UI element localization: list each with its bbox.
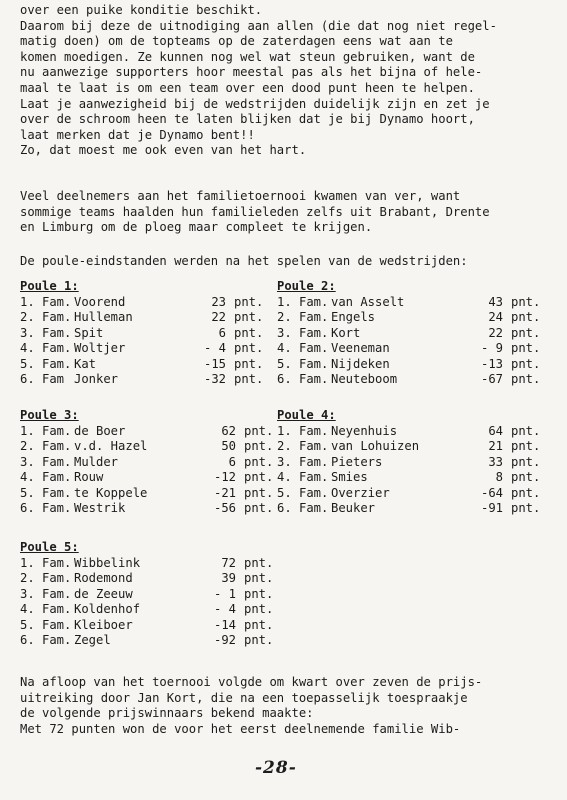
rank: 6.: [20, 501, 35, 515]
fam-label: Fam.: [42, 454, 72, 469]
fam-label: Fam.: [299, 501, 329, 515]
text-line: over de schroom heen te laten blijken dat je bij Dynamo hoort,: [20, 112, 475, 127]
family-name: Woltjer: [74, 341, 126, 355]
rank: 2.: [20, 439, 35, 453]
family-name: Koldenhof: [74, 602, 141, 616]
family-name: Kat: [74, 356, 97, 371]
poule-4-standings: [277, 408, 540, 517]
rank: 4.: [20, 341, 35, 355]
rank: 6.: [20, 372, 35, 386]
points: -15: [203, 356, 226, 371]
family-name: Overzier: [331, 485, 390, 500]
family-name: v.d. Hazel: [74, 439, 148, 453]
family-name: Neyenhuis: [331, 423, 398, 438]
table-row: [20, 470, 273, 486]
points: 22: [211, 310, 226, 324]
points-unit: pnt.: [234, 325, 264, 340]
standings-table: [277, 295, 540, 388]
points-unit: pnt.: [244, 633, 274, 647]
text-line: over een puike konditie beschikt.: [20, 3, 263, 17]
points-unit: pnt.: [244, 586, 274, 601]
rank: 1.: [20, 423, 35, 438]
points-unit: pnt.: [511, 294, 541, 309]
points: -12: [213, 470, 236, 484]
table-row: [20, 357, 263, 373]
rank: 1.: [277, 423, 292, 438]
points-unit: pnt.: [511, 423, 541, 438]
points-unit: pnt.: [511, 501, 541, 515]
fam-label: Fam: [42, 372, 65, 386]
table-row: [20, 424, 273, 440]
tournament-paragraph: [20, 189, 555, 236]
poule-title: Poule 2:: [277, 279, 336, 293]
points-unit: pnt.: [244, 470, 274, 484]
points-unit: pnt.: [511, 310, 541, 324]
fam-label: Fam.: [299, 423, 329, 438]
table-row: [20, 571, 273, 587]
points-unit: pnt.: [234, 294, 264, 309]
table-row: [20, 486, 273, 502]
table-row: [277, 310, 540, 326]
rank: 1.: [20, 555, 35, 570]
family-name: Westrik: [74, 501, 126, 515]
points-unit: pnt.: [244, 571, 274, 585]
rank: 3.: [277, 325, 292, 340]
table-row: [277, 439, 540, 455]
rank: 6.: [277, 501, 292, 515]
text-line: matig doen) om de topteams op de zaterdagen eens wat aan te: [20, 34, 453, 49]
points: - 4: [203, 341, 226, 355]
points: 6: [218, 325, 226, 340]
rank: 6.: [277, 372, 292, 386]
table-row: [20, 341, 263, 357]
family-name: Jonker: [74, 372, 119, 386]
points: -21: [213, 485, 236, 500]
fam-label: Fam.: [42, 586, 72, 601]
points: - 1: [213, 586, 236, 601]
prize-ceremony-paragraph: [20, 675, 555, 737]
family-name: van Lohuizen: [331, 439, 420, 453]
points-unit: pnt.: [511, 439, 541, 453]
fam-label: Fam.: [42, 617, 72, 632]
family-name: Beuker: [331, 501, 376, 515]
table-row: [277, 326, 540, 342]
fam-label: Fam.: [299, 356, 329, 371]
standings-table: [20, 295, 263, 388]
poule-3-standings: [20, 408, 273, 517]
text-line: laat merken dat je Dynamo bent!!: [20, 127, 255, 142]
points-unit: pnt.: [244, 439, 274, 453]
text-line: en Limburg om de ploeg maar compleet te krijgen.: [20, 220, 373, 235]
family-name: Kleiboer: [74, 617, 133, 632]
points-unit: pnt.: [511, 341, 541, 355]
rank: 3.: [20, 454, 35, 469]
family-name: de Boer: [74, 423, 126, 438]
fam-label: Fam.: [299, 310, 329, 324]
points: -64: [480, 485, 503, 500]
rank: 5.: [20, 617, 35, 632]
family-name: Wibbelink: [74, 555, 141, 570]
fam-label: Fam.: [42, 356, 72, 371]
text-line: Na afloop van het toernooi volgde om kwart over zeven de prijs-: [20, 675, 483, 689]
fam-label: Fam.: [42, 294, 72, 309]
points: 8: [495, 470, 503, 484]
table-row: [277, 486, 540, 502]
standings-table: [277, 424, 540, 517]
fam-label: Fam.: [42, 633, 72, 647]
points: -32: [203, 372, 226, 386]
points: -13: [480, 356, 503, 371]
family-name: Neuteboom: [331, 372, 398, 386]
points: 62: [221, 423, 236, 438]
rank: 5.: [277, 485, 292, 500]
points-unit: pnt.: [511, 470, 541, 484]
points-unit: pnt.: [511, 454, 541, 469]
table-row: [20, 326, 263, 342]
fam-label: Fam.: [299, 341, 329, 355]
poule-title: Poule 4:: [277, 408, 336, 422]
points-unit: pnt.: [244, 602, 274, 616]
rank: 3.: [20, 325, 35, 340]
text-line: sommige teams haalden hun familieleden zelfs uit Brabant, Drente: [20, 204, 490, 219]
standings-table: [20, 424, 273, 517]
table-row: [20, 439, 273, 455]
points: 50: [221, 439, 236, 453]
rank: 4.: [277, 341, 292, 355]
points: - 9: [480, 341, 503, 355]
points: -91: [480, 501, 503, 515]
points: 6: [228, 454, 236, 469]
page-number: -28-: [255, 758, 297, 778]
rank: 1.: [20, 294, 35, 309]
poule-title: Poule 1:: [20, 279, 79, 293]
rank: 2.: [20, 571, 35, 585]
points: -92: [213, 633, 236, 647]
poule-2-standings: [277, 279, 540, 388]
fam-label: Fam.: [299, 325, 329, 340]
fam-label: Fam.: [42, 341, 72, 355]
poule-title: Poule 5:: [20, 540, 79, 554]
points-unit: pnt.: [244, 617, 274, 632]
points: 23: [211, 294, 226, 309]
points-unit: pnt.: [511, 485, 541, 500]
poule-title: Poule 3:: [20, 408, 79, 422]
table-row: [20, 455, 273, 471]
points: - 4: [213, 602, 236, 616]
table-row: [20, 556, 273, 572]
family-name: Mulder: [74, 454, 119, 469]
table-row: [277, 424, 540, 440]
rank: 4.: [20, 602, 35, 616]
points-unit: pnt.: [234, 372, 264, 386]
rank: 1.: [277, 294, 292, 309]
poule-5-standings: [20, 540, 273, 649]
standings-intro: [20, 254, 555, 270]
points-unit: pnt.: [511, 325, 541, 340]
family-name: Zegel: [74, 633, 111, 647]
points: 64: [488, 423, 503, 438]
points-unit: pnt.: [244, 423, 274, 438]
points-unit: pnt.: [244, 485, 274, 500]
text-line: de volgende prijswinnaars bekend maakte:: [20, 706, 314, 721]
text-line: uitreiking door Jan Kort, die na een toepasselijk toespraakje: [20, 690, 468, 705]
points: 33: [488, 454, 503, 469]
fam-label: Fam.: [42, 325, 72, 340]
points-unit: pnt.: [234, 356, 264, 371]
table-row: [20, 501, 273, 517]
points: 22: [488, 325, 503, 340]
standings-table: [20, 556, 273, 649]
family-name: Nijdeken: [331, 356, 390, 371]
points-unit: pnt.: [244, 555, 274, 570]
table-row: [20, 633, 273, 649]
rank: 5.: [277, 356, 292, 371]
points-unit: pnt.: [234, 341, 264, 355]
points: -67: [480, 372, 503, 386]
table-row: [277, 357, 540, 373]
family-name: Spit: [74, 325, 104, 340]
text-line: Zo, dat moest me ook even van het hart.: [20, 143, 307, 158]
fam-label: Fam.: [299, 470, 329, 484]
fam-label: Fam.: [299, 485, 329, 500]
fam-label: Fam.: [299, 294, 329, 309]
table-row: [20, 372, 263, 388]
points-unit: pnt.: [244, 501, 274, 515]
text-line: De poule-eindstanden werden na het spelen van de wedstrijden:: [20, 254, 468, 268]
text-line: nu aanwezige supporters hoor meestal pas als het bijna of hele-: [20, 65, 483, 80]
family-name: Rouw: [74, 470, 104, 484]
text-line: maal te laat is om een team over een dood punt heen te helpen.: [20, 80, 475, 95]
fam-label: Fam.: [42, 602, 72, 616]
table-row: [277, 455, 540, 471]
points-unit: pnt.: [244, 454, 274, 469]
family-name: Kort: [331, 325, 361, 340]
table-row: [20, 618, 273, 634]
points-unit: pnt.: [511, 372, 541, 386]
family-name: Veeneman: [331, 341, 390, 355]
text-line: Daarom bij deze de uitnodiging aan allen (die dat nog niet regel-: [20, 18, 497, 33]
points: -56: [213, 501, 236, 515]
rank: 5.: [20, 485, 35, 500]
rank: 3.: [20, 586, 35, 601]
table-row: [20, 295, 263, 311]
text-line: Veel deelnemers aan het familietoernooi kwamen van ver, want: [20, 189, 461, 203]
points-unit: pnt.: [511, 356, 541, 371]
family-name: Engels: [331, 310, 376, 324]
points: 43: [488, 294, 503, 309]
text-line: Met 72 punten won de voor het eerst deelnemende familie Wib-: [20, 721, 461, 736]
fam-label: Fam.: [299, 454, 329, 469]
points: 24: [488, 310, 503, 324]
text-line: komen moedigen. Ze kunnen nog wel wat steun gebruiken, want de: [20, 49, 475, 64]
family-name: Rodemond: [74, 571, 133, 585]
rank: 2.: [277, 439, 292, 453]
family-name: van Asselt: [331, 294, 405, 309]
family-name: Voorend: [74, 294, 126, 309]
fam-label: Fam.: [299, 439, 329, 453]
table-row: [277, 295, 540, 311]
table-row: [277, 470, 540, 486]
text-line: Laat je aanwezigheid bij de wedstrijden duidelijk zijn en zet je: [20, 96, 490, 111]
table-row: [277, 341, 540, 357]
family-name: Hulleman: [74, 310, 133, 324]
rank: 6.: [20, 633, 35, 647]
points: 39: [221, 571, 236, 585]
rank: 2.: [277, 310, 292, 324]
family-name: Pieters: [331, 454, 383, 469]
fam-label: Fam.: [42, 555, 72, 570]
family-name: te Koppele: [74, 485, 148, 500]
fam-label: Fam.: [42, 485, 72, 500]
table-row: [20, 587, 273, 603]
table-row: [277, 372, 540, 388]
fam-label: Fam.: [42, 470, 72, 484]
points: 21: [488, 439, 503, 453]
rank: 2.: [20, 310, 35, 324]
rank: 4.: [277, 470, 292, 484]
points: 72: [221, 555, 236, 570]
rank: 4.: [20, 470, 35, 484]
fam-label: Fam.: [42, 439, 72, 453]
intro-paragraph: [20, 3, 555, 159]
table-row: [20, 602, 273, 618]
rank: 5.: [20, 356, 35, 371]
fam-label: Fam.: [42, 423, 72, 438]
points: -14: [213, 617, 236, 632]
family-name: de Zeeuw: [74, 586, 133, 601]
family-name: Smies: [331, 470, 368, 484]
points-unit: pnt.: [234, 310, 264, 324]
fam-label: Fam.: [42, 310, 72, 324]
fam-label: Fam.: [42, 501, 72, 515]
rank: 3.: [277, 454, 292, 469]
table-row: [277, 501, 540, 517]
poule-1-standings: [20, 279, 263, 388]
fam-label: Fam.: [299, 372, 329, 386]
table-row: [20, 310, 263, 326]
fam-label: Fam.: [42, 571, 72, 585]
